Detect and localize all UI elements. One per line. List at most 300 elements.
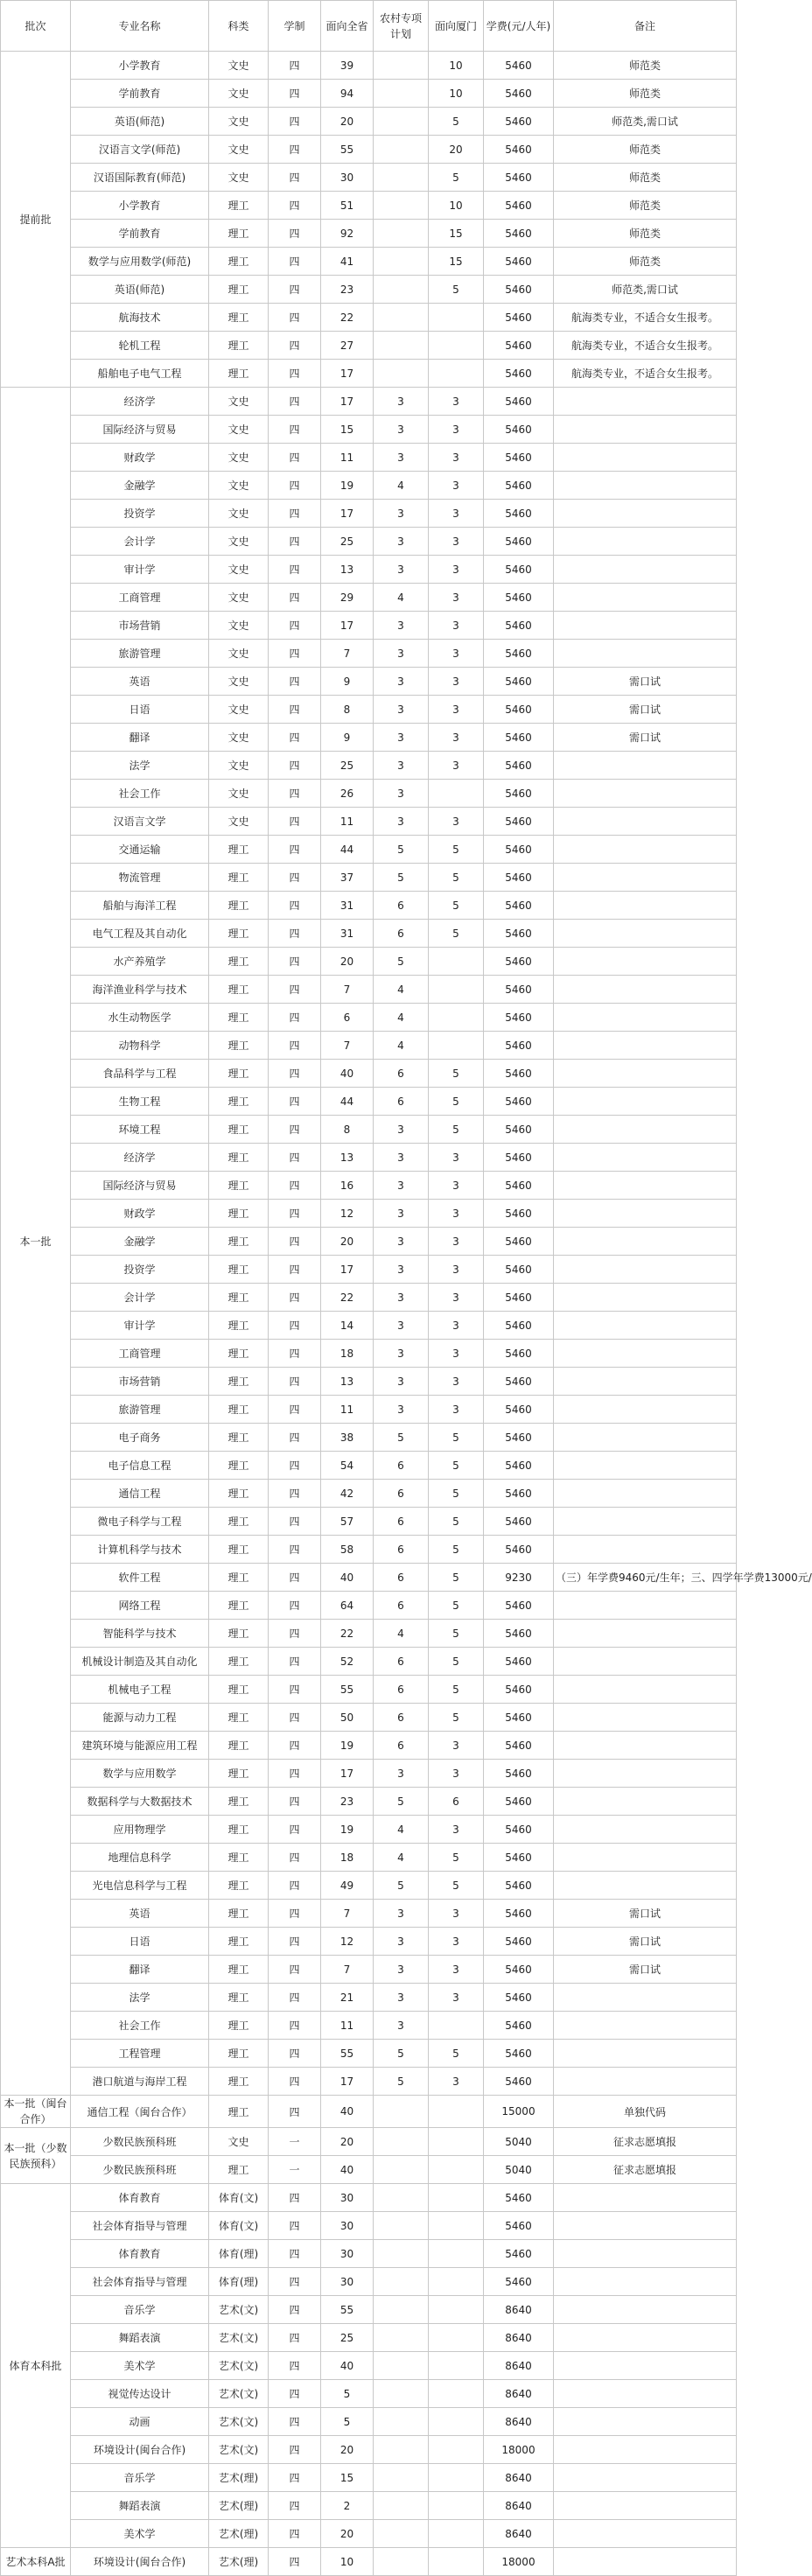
xiamen-cell: 3	[429, 1816, 484, 1844]
xiamen-cell: 5	[429, 836, 484, 864]
xiamen-cell: 10	[429, 192, 484, 220]
rural-cell: 5	[374, 864, 429, 892]
category-cell: 理工	[209, 1816, 269, 1844]
note-cell	[554, 2212, 737, 2240]
note-cell	[554, 2324, 737, 2352]
xiamen-cell: 3	[429, 2068, 484, 2096]
major-cell: 工程管理	[71, 2040, 209, 2068]
rural-cell: 6	[374, 1564, 429, 1592]
note-cell	[554, 1816, 737, 1844]
xiamen-cell	[429, 2380, 484, 2408]
note-cell	[554, 1984, 737, 2012]
major-cell: 光电信息科学与工程	[71, 1872, 209, 1900]
xiamen-cell: 6	[429, 1788, 484, 1816]
rural-cell: 5	[374, 948, 429, 976]
fee-cell: 5460	[484, 528, 554, 556]
national-cell: 17	[321, 500, 374, 528]
xiamen-cell: 3	[429, 1340, 484, 1368]
table-row	[1, 1228, 737, 1256]
national-cell: 31	[321, 892, 374, 920]
rural-cell	[374, 2436, 429, 2464]
category-cell: 文史	[209, 696, 269, 724]
xiamen-cell: 10	[429, 80, 484, 108]
note-cell	[554, 1872, 737, 1900]
years-cell: 四	[269, 1788, 321, 1816]
xiamen-cell	[429, 2436, 484, 2464]
fee-cell: 5460	[484, 556, 554, 584]
table-row	[1, 836, 737, 864]
fee-cell: 5460	[484, 1676, 554, 1704]
table-row	[1, 1284, 737, 1312]
years-cell: 一	[269, 2128, 321, 2156]
major-cell: 计算机科学与技术	[71, 1536, 209, 1564]
xiamen-cell: 5	[429, 1088, 484, 1116]
rural-cell	[374, 2464, 429, 2492]
table-row	[1, 1536, 737, 1564]
national-cell: 23	[321, 1788, 374, 1816]
national-cell: 22	[321, 1284, 374, 1312]
fee-cell: 5460	[484, 1116, 554, 1144]
fee-cell: 5460	[484, 2212, 554, 2240]
rural-cell: 6	[374, 1480, 429, 1508]
xiamen-cell	[429, 2012, 484, 2040]
national-cell: 26	[321, 780, 374, 808]
category-cell: 艺术(文)	[209, 2380, 269, 2408]
rural-cell	[374, 52, 429, 80]
rural-cell	[374, 2548, 429, 2576]
xiamen-cell: 3	[429, 640, 484, 668]
category-cell: 文史	[209, 612, 269, 640]
rural-cell: 5	[374, 836, 429, 864]
major-cell: 学前教育	[71, 80, 209, 108]
major-cell: 旅游管理	[71, 1396, 209, 1424]
table-row	[1, 612, 737, 640]
rural-cell: 3	[374, 444, 429, 472]
years-cell: 四	[269, 892, 321, 920]
table-row	[1, 1088, 737, 1116]
table-row	[1, 1396, 737, 1424]
years-cell: 四	[269, 1592, 321, 1620]
major-cell: 环境工程	[71, 1116, 209, 1144]
major-cell: 舞蹈表演	[71, 2324, 209, 2352]
note-cell: 师范类	[554, 220, 737, 248]
rural-cell	[374, 2520, 429, 2548]
category-cell: 文史	[209, 752, 269, 780]
national-cell: 51	[321, 192, 374, 220]
xiamen-cell	[429, 2240, 484, 2268]
note-cell	[554, 836, 737, 864]
note-cell	[554, 2352, 737, 2380]
years-cell: 四	[269, 1984, 321, 2012]
rural-cell: 3	[374, 668, 429, 696]
table-header-row	[1, 1, 737, 52]
major-cell: 审计学	[71, 556, 209, 584]
table-row	[1, 304, 737, 332]
table-row	[1, 948, 737, 976]
xiamen-cell	[429, 2128, 484, 2156]
category-cell: 艺术(文)	[209, 2324, 269, 2352]
national-cell: 8	[321, 696, 374, 724]
fee-cell: 5460	[484, 1032, 554, 1060]
years-cell: 四	[269, 752, 321, 780]
major-cell: 航海技术	[71, 304, 209, 332]
years-cell: 四	[269, 1368, 321, 1396]
table-row	[1, 584, 737, 612]
fee-cell: 5460	[484, 724, 554, 752]
table-row	[1, 976, 737, 1004]
years-cell: 四	[269, 948, 321, 976]
note-cell	[554, 2268, 737, 2296]
xiamen-cell: 3	[429, 1312, 484, 1340]
national-cell: 20	[321, 2128, 374, 2156]
major-cell: 建筑环境与能源应用工程	[71, 1732, 209, 1760]
national-cell: 13	[321, 1144, 374, 1172]
major-cell: 少数民族预科班	[71, 2156, 209, 2184]
xiamen-cell: 5	[429, 276, 484, 304]
national-cell: 40	[321, 1564, 374, 1592]
major-cell: 社会体育指导与管理	[71, 2268, 209, 2296]
years-cell: 四	[269, 976, 321, 1004]
major-cell: 生物工程	[71, 1088, 209, 1116]
category-cell: 理工	[209, 1760, 269, 1788]
xiamen-cell: 5	[429, 2040, 484, 2068]
fee-cell: 5460	[484, 1340, 554, 1368]
category-cell: 理工	[209, 1620, 269, 1648]
table-row	[1, 80, 737, 108]
years-cell: 四	[269, 1284, 321, 1312]
table-row	[1, 1592, 737, 1620]
category-cell: 理工	[209, 332, 269, 360]
category-cell: 理工	[209, 1788, 269, 1816]
xiamen-cell: 15	[429, 220, 484, 248]
category-cell: 理工	[209, 1844, 269, 1872]
table-row	[1, 1704, 737, 1732]
rural-cell	[374, 2296, 429, 2324]
fee-cell: 5460	[484, 1984, 554, 2012]
xiamen-cell	[429, 2520, 484, 2548]
category-cell: 艺术(文)	[209, 2436, 269, 2464]
table-row	[1, 2012, 737, 2040]
years-cell: 四	[269, 1424, 321, 1452]
note-cell	[554, 1480, 737, 1508]
rural-cell: 3	[374, 388, 429, 416]
xiamen-cell: 3	[429, 388, 484, 416]
rural-cell	[374, 192, 429, 220]
rural-cell: 3	[374, 808, 429, 836]
major-cell: 网络工程	[71, 1592, 209, 1620]
national-cell: 55	[321, 1676, 374, 1704]
years-cell: 四	[269, 80, 321, 108]
note-cell	[554, 388, 737, 416]
rural-cell: 3	[374, 1200, 429, 1228]
national-cell: 5	[321, 2408, 374, 2436]
major-cell: 机械设计制造及其自动化	[71, 1648, 209, 1676]
national-cell: 30	[321, 2212, 374, 2240]
years-cell: 四	[269, 1676, 321, 1704]
national-cell: 20	[321, 2436, 374, 2464]
xiamen-cell: 3	[429, 584, 484, 612]
national-cell: 14	[321, 1312, 374, 1340]
table-row	[1, 2352, 737, 2380]
category-cell: 文史	[209, 2128, 269, 2156]
years-cell: 四	[269, 836, 321, 864]
table-row	[1, 1564, 737, 1592]
category-cell: 文史	[209, 640, 269, 668]
years-cell: 四	[269, 444, 321, 472]
rural-cell: 3	[374, 500, 429, 528]
table-row	[1, 360, 737, 388]
rural-cell	[374, 2240, 429, 2268]
rural-cell	[374, 2184, 429, 2212]
fee-cell: 5460	[484, 1368, 554, 1396]
national-cell: 25	[321, 528, 374, 556]
header-rural: 农村专项计划	[374, 1, 429, 52]
major-cell: 汉语言文学	[71, 808, 209, 836]
national-cell: 40	[321, 1060, 374, 1088]
table-row	[1, 1060, 737, 1088]
years-cell: 四	[269, 2268, 321, 2296]
fee-cell: 5460	[484, 1508, 554, 1536]
rural-cell	[374, 2492, 429, 2520]
xiamen-cell: 3	[429, 612, 484, 640]
table-row	[1, 1676, 737, 1704]
category-cell: 理工	[209, 836, 269, 864]
national-cell: 52	[321, 1648, 374, 1676]
batch-cell: 本一批	[1, 388, 71, 2096]
note-cell	[554, 2380, 737, 2408]
note-cell: 需口试	[554, 1928, 737, 1956]
table-row	[1, 892, 737, 920]
note-cell: 征求志愿填报	[554, 2156, 737, 2184]
note-cell	[554, 2296, 737, 2324]
years-cell: 四	[269, 2296, 321, 2324]
rural-cell: 3	[374, 1312, 429, 1340]
category-cell: 文史	[209, 136, 269, 164]
category-cell: 文史	[209, 528, 269, 556]
xiamen-cell	[429, 976, 484, 1004]
national-cell: 41	[321, 248, 374, 276]
major-cell: 审计学	[71, 1312, 209, 1340]
xiamen-cell: 20	[429, 136, 484, 164]
years-cell: 四	[269, 2184, 321, 2212]
fee-cell: 8640	[484, 2492, 554, 2520]
xiamen-cell	[429, 1032, 484, 1060]
category-cell: 理工	[209, 304, 269, 332]
rural-cell: 3	[374, 556, 429, 584]
rural-cell: 6	[374, 1704, 429, 1732]
category-cell: 理工	[209, 976, 269, 1004]
xiamen-cell: 5	[429, 864, 484, 892]
fee-cell: 5460	[484, 1648, 554, 1676]
national-cell: 94	[321, 80, 374, 108]
xiamen-cell: 3	[429, 1956, 484, 1984]
xiamen-cell: 3	[429, 724, 484, 752]
years-cell: 四	[269, 1536, 321, 1564]
table-row	[1, 1648, 737, 1676]
fee-cell: 5460	[484, 1396, 554, 1424]
category-cell: 理工	[209, 1984, 269, 2012]
national-cell: 17	[321, 2068, 374, 2096]
years-cell: 四	[269, 192, 321, 220]
rural-cell	[374, 276, 429, 304]
major-cell: 交通运输	[71, 836, 209, 864]
years-cell: 四	[269, 1172, 321, 1200]
category-cell: 理工	[209, 948, 269, 976]
note-cell: 单独代码	[554, 2096, 737, 2128]
years-cell: 四	[269, 1060, 321, 1088]
category-cell: 理工	[209, 1648, 269, 1676]
national-cell: 19	[321, 1816, 374, 1844]
rural-cell: 3	[374, 1228, 429, 1256]
national-cell: 19	[321, 472, 374, 500]
national-cell: 21	[321, 1984, 374, 2012]
years-cell: 四	[269, 668, 321, 696]
national-cell: 7	[321, 976, 374, 1004]
note-cell	[554, 2040, 737, 2068]
national-cell: 5	[321, 2380, 374, 2408]
national-cell: 11	[321, 1396, 374, 1424]
major-cell: 物流管理	[71, 864, 209, 892]
rural-cell: 4	[374, 1032, 429, 1060]
national-cell: 25	[321, 2324, 374, 2352]
table-row	[1, 2408, 737, 2436]
fee-cell: 8640	[484, 2352, 554, 2380]
years-cell: 四	[269, 1228, 321, 1256]
table-row	[1, 1872, 737, 1900]
major-cell: 应用物理学	[71, 1816, 209, 1844]
category-cell: 理工	[209, 1368, 269, 1396]
category-cell: 理工	[209, 2096, 269, 2128]
fee-cell: 5460	[484, 276, 554, 304]
national-cell: 7	[321, 1032, 374, 1060]
years-cell: 四	[269, 304, 321, 332]
major-cell: 英语	[71, 1900, 209, 1928]
national-cell: 20	[321, 108, 374, 136]
note-cell	[554, 1592, 737, 1620]
major-cell: 船舶与海洋工程	[71, 892, 209, 920]
national-cell: 6	[321, 1004, 374, 1032]
rural-cell	[374, 2324, 429, 2352]
note-cell	[554, 1032, 737, 1060]
table-row	[1, 1452, 737, 1480]
major-cell: 机械电子工程	[71, 1676, 209, 1704]
years-cell: 四	[269, 1396, 321, 1424]
major-cell: 会计学	[71, 528, 209, 556]
years-cell: 四	[269, 1200, 321, 1228]
xiamen-cell: 3	[429, 1228, 484, 1256]
note-cell	[554, 1648, 737, 1676]
table-row	[1, 808, 737, 836]
national-cell: 29	[321, 584, 374, 612]
years-cell: 四	[269, 248, 321, 276]
fee-cell: 5460	[484, 2012, 554, 2040]
note-cell: 需口试	[554, 696, 737, 724]
category-cell: 理工	[209, 864, 269, 892]
fee-cell: 5460	[484, 108, 554, 136]
table-row	[1, 2548, 737, 2576]
table-row	[1, 2040, 737, 2068]
note-cell	[554, 1424, 737, 1452]
fee-cell: 5460	[484, 1256, 554, 1284]
fee-cell: 5460	[484, 332, 554, 360]
years-cell: 四	[269, 1956, 321, 1984]
note-cell: 师范类	[554, 192, 737, 220]
rural-cell: 6	[374, 1452, 429, 1480]
rural-cell	[374, 164, 429, 192]
rural-cell: 3	[374, 528, 429, 556]
fee-cell: 5460	[484, 1088, 554, 1116]
major-cell: 电气工程及其自动化	[71, 920, 209, 948]
note-cell	[554, 1396, 737, 1424]
major-cell: 视觉传达设计	[71, 2380, 209, 2408]
header-note: 备注	[554, 1, 737, 52]
fee-cell: 5040	[484, 2156, 554, 2184]
category-cell: 艺术(理)	[209, 2548, 269, 2576]
major-cell: 数据科学与大数据技术	[71, 1788, 209, 1816]
category-cell: 理工	[209, 1060, 269, 1088]
category-cell: 体育(理)	[209, 2268, 269, 2296]
note-cell	[554, 864, 737, 892]
national-cell: 58	[321, 1536, 374, 1564]
fee-cell: 5460	[484, 1424, 554, 1452]
note-cell	[554, 948, 737, 976]
rural-cell: 6	[374, 1508, 429, 1536]
table-row	[1, 2520, 737, 2548]
national-cell: 12	[321, 1200, 374, 1228]
fee-cell: 5460	[484, 1312, 554, 1340]
table-row	[1, 136, 737, 164]
note-cell: 师范类	[554, 136, 737, 164]
fee-cell: 5040	[484, 2128, 554, 2156]
fee-cell: 9230	[484, 1564, 554, 1592]
xiamen-cell: 3	[429, 444, 484, 472]
xiamen-cell	[429, 2184, 484, 2212]
rural-cell	[374, 2352, 429, 2380]
major-cell: 船舶电子电气工程	[71, 360, 209, 388]
category-cell: 理工	[209, 1396, 269, 1424]
national-cell: 17	[321, 1256, 374, 1284]
fee-cell: 5460	[484, 444, 554, 472]
years-cell: 四	[269, 1480, 321, 1508]
national-cell: 55	[321, 2040, 374, 2068]
fee-cell: 5460	[484, 2240, 554, 2268]
table-row	[1, 1956, 737, 1984]
category-cell: 艺术(理)	[209, 2464, 269, 2492]
category-cell: 理工	[209, 1424, 269, 1452]
xiamen-cell	[429, 2408, 484, 2436]
major-cell: 智能科学与技术	[71, 1620, 209, 1648]
category-cell: 理工	[209, 1004, 269, 1032]
xiamen-cell: 5	[429, 1564, 484, 1592]
major-cell: 环境设计(闽台合作)	[71, 2548, 209, 2576]
years-cell: 四	[269, 276, 321, 304]
category-cell: 文史	[209, 556, 269, 584]
note-cell	[554, 752, 737, 780]
major-cell: 环境设计(闽台合作)	[71, 2436, 209, 2464]
table-row	[1, 528, 737, 556]
xiamen-cell: 3	[429, 696, 484, 724]
table-row	[1, 1900, 737, 1928]
national-cell: 9	[321, 668, 374, 696]
category-cell: 文史	[209, 724, 269, 752]
rural-cell: 6	[374, 1676, 429, 1704]
xiamen-cell: 5	[429, 1676, 484, 1704]
major-cell: 工商管理	[71, 1340, 209, 1368]
national-cell: 7	[321, 1900, 374, 1928]
fee-cell: 5460	[484, 1760, 554, 1788]
category-cell: 文史	[209, 444, 269, 472]
table-row	[1, 668, 737, 696]
